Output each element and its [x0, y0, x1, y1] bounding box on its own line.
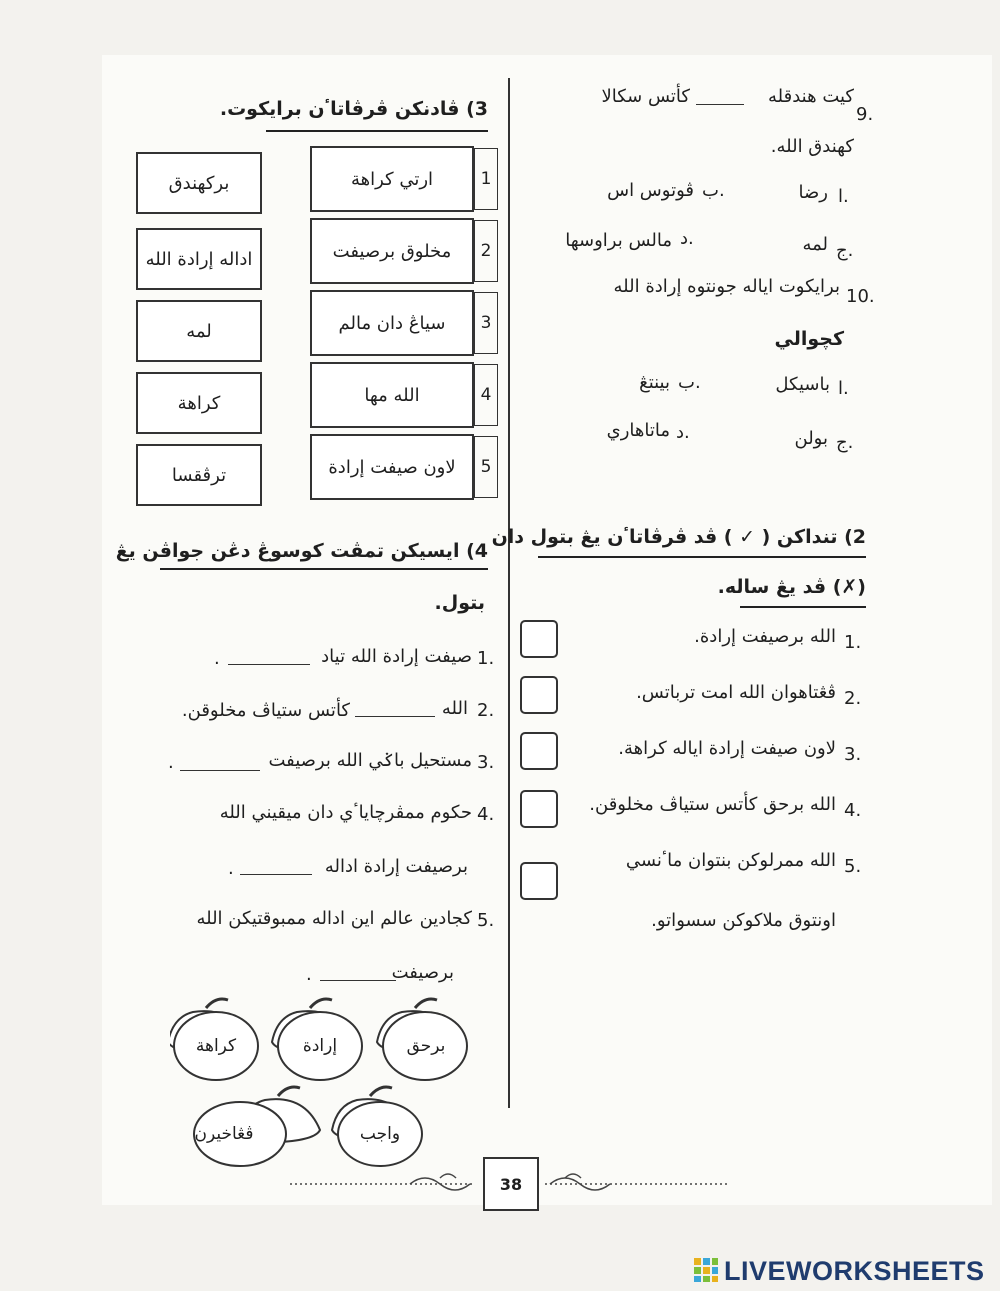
punctuation: . [306, 964, 312, 985]
answer-checkbox[interactable] [520, 862, 558, 900]
section4-heading: 4) ايسيکن تمڤت کوسوڠ دڠن جواڤن يڠ [115, 540, 488, 562]
section3-underline [266, 130, 488, 132]
fill-item-text-line2: برصيفت [391, 962, 454, 983]
statement-text: الله ممرلوکن بنتوان ماٴنسي [625, 850, 836, 871]
question-text-line2: کهندق الله. [770, 136, 854, 157]
option-label: ب. [678, 372, 701, 393]
match-left-item[interactable]: ارتي کراهة [310, 146, 474, 212]
number-cell: 1 [474, 148, 498, 210]
acorn-word[interactable]: برحق [406, 1036, 446, 1056]
option-text[interactable]: بولن [794, 428, 828, 449]
match-right-item[interactable]: لمه [136, 300, 262, 362]
blank-input[interactable] [240, 874, 312, 875]
answer-checkbox[interactable] [520, 676, 558, 714]
option-text[interactable]: رضا [798, 182, 828, 203]
match-right-item[interactable]: برکهندق [136, 152, 262, 214]
item-number: 1. [844, 632, 862, 653]
section2-heading-cont: (✗) ڤد يڠ ساله. [717, 576, 866, 598]
match-right-item[interactable]: اداله إرادة الله [136, 228, 262, 290]
column-divider [508, 78, 510, 1108]
answer-checkbox[interactable] [520, 620, 558, 658]
punctuation: . [228, 858, 234, 879]
option-label: ج. [836, 240, 854, 261]
section4-underline [160, 568, 488, 570]
match-left-item[interactable]: سياڠ دان مالم [310, 290, 474, 356]
statement-text: لاون صيفت إرادة اياله کراهة. [618, 738, 836, 759]
fill-item-text: حکوم ممڤرچاياٴي دان ميقيني الله [219, 802, 472, 823]
question-text-line2: کچوالي [774, 328, 844, 350]
blank-input[interactable] [355, 716, 435, 717]
question-text-end: کأتس سکالا [601, 86, 690, 107]
acorn-word[interactable]: واجب [359, 1124, 401, 1144]
match-left-item[interactable]: لاون صيفت إرادة [310, 434, 474, 500]
option-text[interactable]: مالس براوسها [565, 230, 672, 251]
page-number: 38 [483, 1157, 539, 1211]
punctuation: . [214, 648, 220, 669]
blank-input[interactable] [228, 664, 310, 665]
option-text[interactable]: بينتڠ [639, 372, 670, 393]
section2-underline [740, 606, 866, 608]
liveworksheets-logo-text: LIVEWORKSHEETS [724, 1256, 985, 1286]
option-label: ا. [838, 186, 849, 207]
match-left-item[interactable]: الله مها [310, 362, 474, 428]
question-text: برايکوت اياله جونتوه إرادة الله [613, 276, 840, 297]
fill-item-text: الله [441, 698, 468, 719]
option-label: ا. [838, 378, 849, 399]
match-left-item[interactable]: مخلوق برصيفت [310, 218, 474, 284]
section4-heading-cont: بتول. [434, 592, 485, 614]
option-text[interactable]: ماتاهاري [606, 420, 670, 441]
number-cell: 2 [474, 220, 498, 282]
option-text[interactable]: لمه [802, 234, 828, 255]
item-number: 2. [477, 700, 495, 721]
punctuation: . [168, 752, 174, 773]
item-number: 5. [844, 856, 862, 877]
acorn-word[interactable]: ڤڠاخيرن [194, 1124, 254, 1144]
statement-text: الله برصيفت إرادة. [694, 626, 836, 647]
blank-input[interactable] [696, 104, 744, 105]
number-cell: 4 [474, 364, 498, 426]
blank-input[interactable] [320, 980, 396, 981]
question-number: 10. [846, 286, 875, 307]
section2-underline [538, 556, 866, 558]
item-number: 5. [477, 910, 495, 931]
fill-item-text: مستحيل باݢي الله برصيفت [268, 750, 472, 771]
item-number: 3. [477, 752, 495, 773]
item-number: 1. [477, 648, 495, 669]
acorn-word[interactable]: کراهة [195, 1036, 237, 1056]
option-text[interactable]: باسيکل [775, 374, 830, 395]
statement-text: ڤڠتاهوان الله امت ترباتس. [636, 682, 836, 703]
section2-heading: 2) تنداکن ( ✓ ) ڤد ڤرڤاتاٴن يڠ بتول دان [491, 526, 866, 548]
item-number: 4. [477, 804, 495, 825]
item-number: 4. [844, 800, 862, 821]
statement-text-line2: اونتوق ملاکوکن سسواتو. [651, 910, 836, 931]
option-label: ج. [836, 432, 854, 453]
answer-checkbox[interactable] [520, 790, 558, 828]
fill-item-text: صيفت إرادة الله تياد [321, 646, 472, 667]
fill-item-text-line2: برصيفت إرادة اداله [324, 856, 468, 877]
number-cell: 5 [474, 436, 498, 498]
statement-text: الله برحق کأتس ستياڤ مخلوقن. [589, 794, 836, 815]
question-number: 9. [856, 104, 874, 125]
number-cell: 3 [474, 292, 498, 354]
match-right-item[interactable]: ترڤقسا [136, 444, 262, 506]
option-text[interactable]: ڤوتوس اس [607, 180, 694, 201]
fill-item-text-end: کأتس ستياڤ مخلوقن. [181, 700, 350, 721]
fill-item-text: کجادين عالم اين اداله ممبوقتيکن الله [196, 908, 472, 929]
option-label: د. [680, 228, 694, 249]
blank-input[interactable] [180, 770, 260, 771]
question-text: کيت هندقله [768, 86, 854, 107]
option-label: د. [676, 422, 690, 443]
answer-checkbox[interactable] [520, 732, 558, 770]
option-label: ب. [702, 180, 725, 201]
liveworksheets-logo-icon [693, 1257, 719, 1283]
acorn-word[interactable]: إرادة [302, 1036, 338, 1056]
section3-heading: 3) ڤادنکن ڤرڤاتاٴن برايکوت. [219, 98, 488, 120]
match-right-item[interactable]: کراهة [136, 372, 262, 434]
item-number: 2. [844, 688, 862, 709]
item-number: 3. [844, 744, 862, 765]
